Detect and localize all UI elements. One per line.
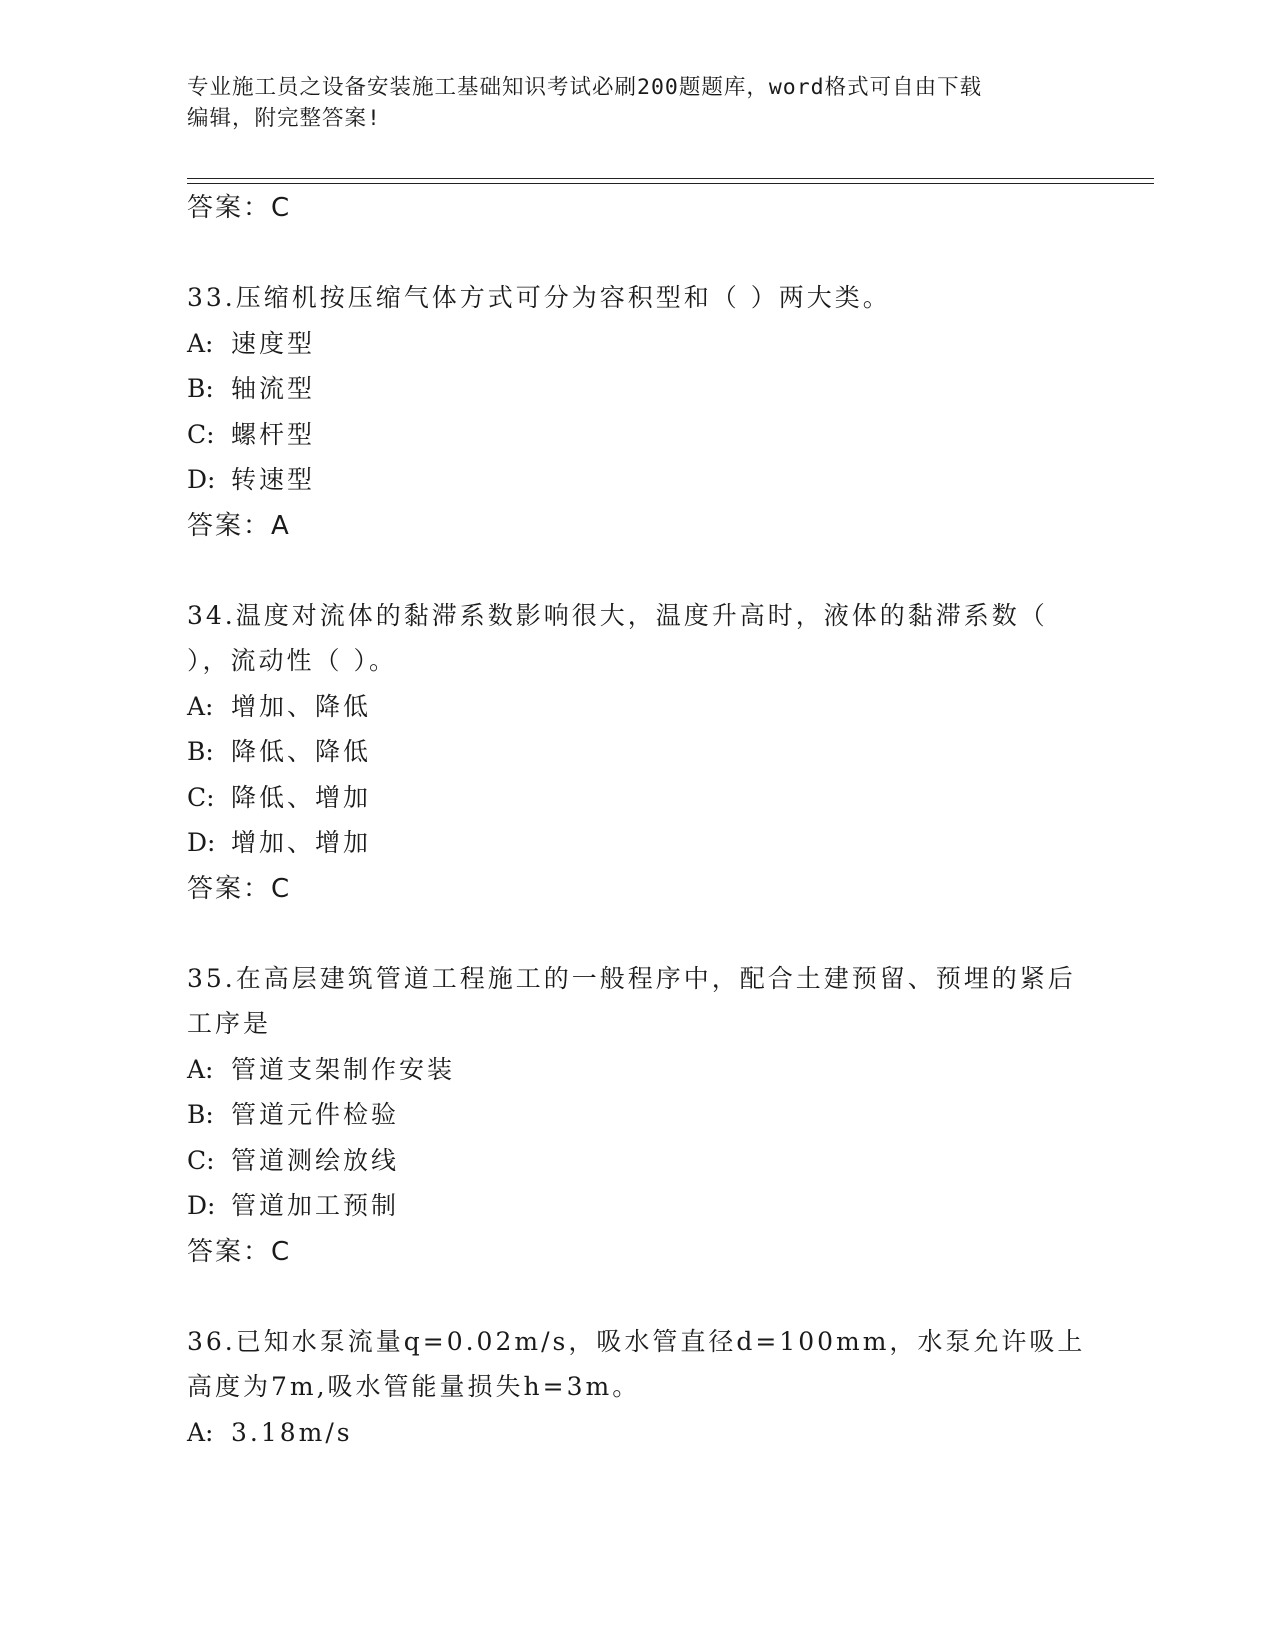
question-text: 35.在高层建筑管道工程施工的一般程序中，配合土建预留、预埋的紧后工序是 bbox=[187, 963, 1076, 1038]
option-b bbox=[187, 366, 1087, 412]
question-block bbox=[187, 956, 1087, 1275]
option-d bbox=[187, 1183, 1087, 1229]
header-divider-bottom bbox=[187, 183, 1154, 184]
option-text: 管道元件检验 bbox=[231, 1100, 400, 1129]
option-text: 降低、增加 bbox=[231, 782, 372, 812]
option-b bbox=[187, 1092, 1087, 1138]
option-text: 3.18m/s bbox=[231, 1417, 353, 1447]
previous-answer: 答案：C bbox=[187, 193, 292, 223]
option-text: 增加、增加 bbox=[231, 828, 372, 857]
option-letter: A: bbox=[187, 1054, 214, 1084]
option-letter: C: bbox=[187, 1145, 215, 1175]
option-letter: A: bbox=[187, 328, 214, 358]
option-letter: A: bbox=[187, 691, 214, 721]
option-letter: B: bbox=[187, 737, 214, 766]
option-text: 管道加工预制 bbox=[231, 1191, 400, 1220]
option-c bbox=[187, 1138, 1087, 1184]
option-text: 螺杆型 bbox=[231, 419, 316, 449]
option-text: 管道测绘放线 bbox=[231, 1145, 400, 1175]
question-text: 36.已知水泵流量q=0.02m/s，吸水管直径d=100mm，水泵允许吸上高度为7m,吸水管能量损失h=3m。 bbox=[187, 1326, 1086, 1401]
option-text: 管道支架制作安装 bbox=[231, 1054, 456, 1084]
option-d bbox=[187, 820, 1087, 866]
option-text: 速度型 bbox=[231, 328, 316, 358]
header-line-1: 专业施工员之设备安装施工基础知识考试必刷200题题库，word格式可自由下载 bbox=[187, 75, 983, 100]
option-b bbox=[187, 729, 1087, 775]
option-letter: B: bbox=[187, 1100, 214, 1129]
answer-line: 答案：C bbox=[187, 1236, 292, 1267]
option-c bbox=[187, 775, 1087, 821]
option-a bbox=[187, 1047, 1087, 1093]
answer-line: 答案：C bbox=[187, 873, 292, 904]
answer-line: 答案：A bbox=[187, 510, 291, 541]
option-text: 降低、降低 bbox=[231, 737, 372, 766]
option-letter: D: bbox=[187, 1191, 216, 1220]
option-letter: C: bbox=[187, 419, 215, 449]
document-header bbox=[187, 72, 1087, 134]
option-text: 增加、降低 bbox=[231, 691, 372, 721]
option-letter: D: bbox=[187, 465, 216, 494]
option-c bbox=[187, 412, 1087, 458]
header-divider-top bbox=[187, 178, 1154, 179]
option-a bbox=[187, 321, 1087, 367]
option-letter: A: bbox=[187, 1417, 214, 1447]
option-a bbox=[187, 684, 1087, 730]
option-d bbox=[187, 457, 1087, 503]
question-list bbox=[187, 185, 1087, 1455]
question-text: 34.温度对流体的黏滞系数影响很大，温度升高时，液体的黏滞系数（ ），流动性（ ）。 bbox=[187, 600, 1048, 675]
question-block bbox=[187, 275, 1087, 549]
option-letter: B: bbox=[187, 374, 214, 403]
header-line-2: 编辑，附完整答案! bbox=[187, 106, 381, 131]
question-text: 33.压缩机按压缩气体方式可分为容积型和（ ）两大类。 bbox=[187, 283, 891, 312]
option-text: 转速型 bbox=[231, 465, 316, 494]
option-a bbox=[187, 1410, 1087, 1456]
question-block bbox=[187, 593, 1087, 912]
question-block bbox=[187, 1319, 1087, 1456]
option-text: 轴流型 bbox=[231, 374, 316, 403]
option-letter: C: bbox=[187, 782, 215, 812]
option-letter: D: bbox=[187, 828, 216, 857]
